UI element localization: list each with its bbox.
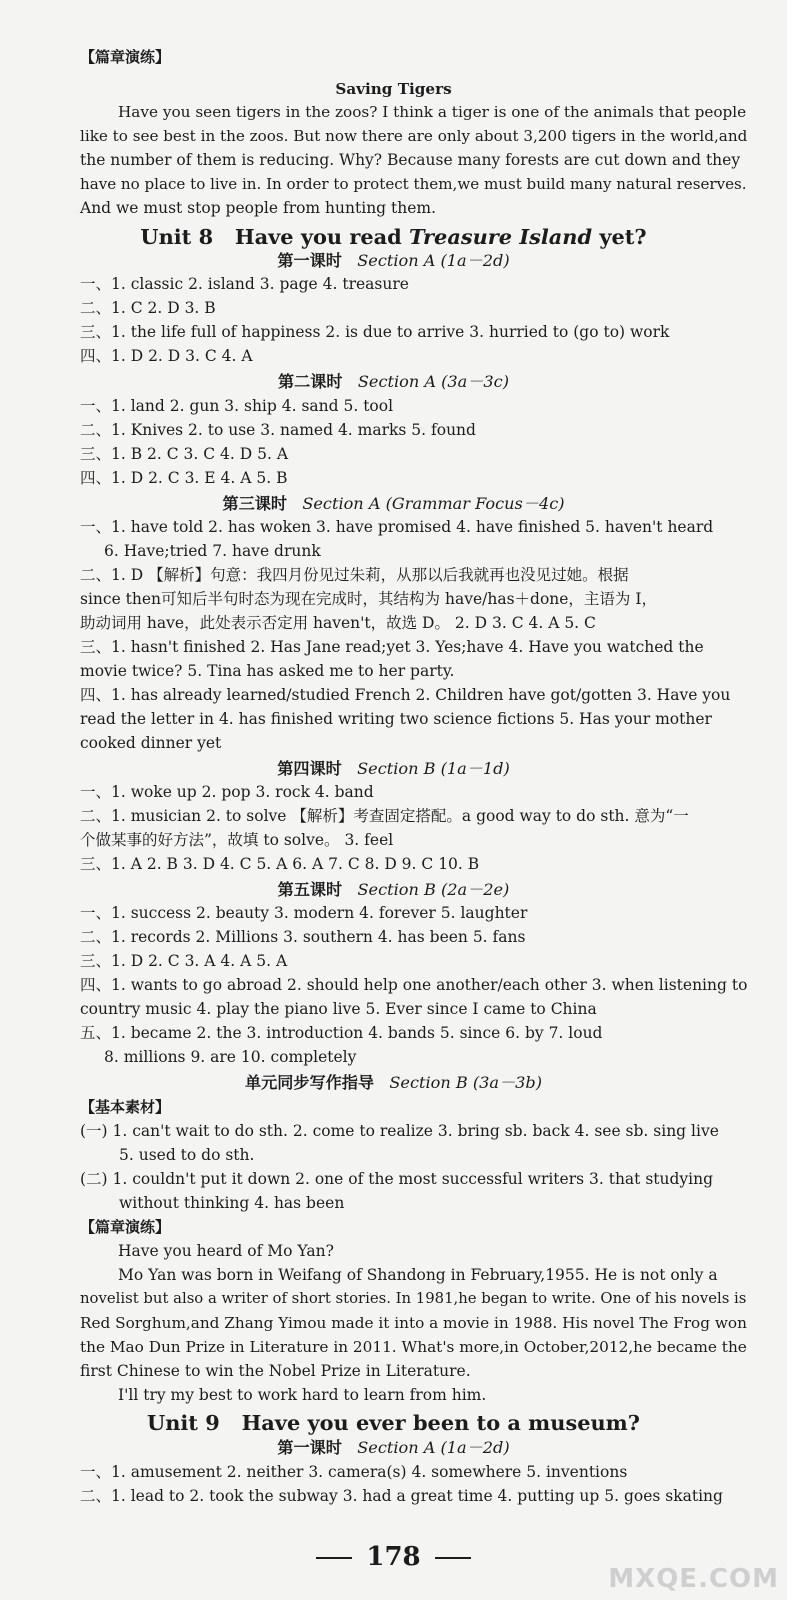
answer-line: read the letter in 4. has finished writing two science fictions 5. Has your mother xyxy=(80,710,712,728)
answer-line: 三、1. A 2. B 3. D 4. C 5. A 6. A 7. C 8. D 9. C 10. B xyxy=(80,855,480,873)
answer-line: 四、1. D 2. D 3. C 4. A xyxy=(80,347,253,365)
answer-line: 三、1. hasn't finished 2. Has Jane read;yet 3. Yes;have 4. Have you watched the xyxy=(80,638,704,656)
essay-line: And we must stop people from hunting them. xyxy=(80,199,437,217)
answer-line: 二、1. D 【解析】句意：我四月份见过朱莉，从那以后我就再也没见过她。根据 xyxy=(80,566,629,584)
essay-line: Red Sorghum,and Zhang Yimou made it into a movie in 1988. His novel The Frog won xyxy=(80,1314,747,1332)
watermark: MXQE.COM xyxy=(608,1564,779,1594)
essay-line: first Chinese to win the Nobel Prize in Literature. xyxy=(80,1362,471,1380)
answer-line: 三、1. the life full of happiness 2. is due to arrive 3. hurried to (go to) work xyxy=(80,323,670,341)
essay-line: like to see best in the zoos. But now there are only about 3,200 tigers in the world,and xyxy=(80,127,748,145)
answer-line: 二、1. records 2. Millions 3. southern 4. has been 5. fans xyxy=(80,928,526,946)
section-label: 【篇章演练】 xyxy=(80,1218,171,1236)
answer-line: (一) 1. can't wait to do sth. 2. come to realize 3. bring sb. back 4. see sb. sing live xyxy=(80,1122,719,1140)
page-number: 178 xyxy=(0,1542,787,1572)
essay-line: novelist but also a writer of short stories. In 1981,he began to write. One of his novels is xyxy=(80,1290,747,1307)
essay-line: I'll try my best to work hard to learn from him. xyxy=(118,1386,487,1404)
answer-line: 一、1. woke up 2. pop 3. rock 4. band xyxy=(80,783,374,801)
answer-line: 一、1. have told 2. has woken 3. have promised 4. have finished 5. haven't heard xyxy=(80,518,714,536)
essay-line: Mo Yan was born in Weifang of Shandong in February,1955. He is not only a xyxy=(118,1266,718,1284)
answer-line: 二、1. lead to 2. took the subway 3. had a great time 4. putting up 5. goes skating xyxy=(80,1487,723,1505)
answer-line: 6. Have;tried 7. have drunk xyxy=(104,542,321,560)
essay-line: the Mao Dun Prize in Literature in 2011. What's more,in October,2012,he became the xyxy=(80,1338,747,1356)
lesson-heading: 单元同步写作指导 Section B (3a－3b) xyxy=(244,1073,542,1092)
section-label: 【基本素材】 xyxy=(80,1098,171,1116)
answer-line: since then可知后半句时态为现在完成时，其结构为 have/has＋done，主语为 I， xyxy=(80,590,657,608)
answer-line: 四、1. wants to go abroad 2. should help one another/each other 3. when listening to xyxy=(80,976,748,994)
lesson-heading: 第一课时 Section A (1a－2d) xyxy=(277,1438,510,1457)
answer-line: 一、1. success 2. beauty 3. modern 4. forever 5. laughter xyxy=(80,904,528,922)
answer-line: cooked dinner yet xyxy=(80,734,222,752)
lesson-heading: 第五课时 Section B (2a－2e) xyxy=(277,880,510,899)
answer-line: 一、1. amusement 2. neither 3. camera(s) 4. somewhere 5. inventions xyxy=(80,1463,628,1481)
essay-line: Have you heard of Mo Yan? xyxy=(118,1242,334,1260)
unit-title: Unit 9 Have you ever been to a museum? xyxy=(147,1410,640,1435)
lesson-heading: 第四课时 Section B (1a－1d) xyxy=(277,759,510,778)
answer-line: 二、1. musician 2. to solve 【解析】考查固定搭配。a good way to do sth. 意为“一 xyxy=(80,807,689,825)
answer-line: 三、1. B 2. C 3. C 4. D 5. A xyxy=(80,445,289,463)
lesson-heading: 第二课时 Section A (3a－3c) xyxy=(277,372,509,391)
answer-line: 一、1. classic 2. island 3. page 4. treasure xyxy=(80,275,409,293)
answer-line: without thinking 4. has been xyxy=(119,1194,345,1212)
answer-line: 四、1. has already learned/studied French 2. Children have got/gotten 3. Have you xyxy=(80,686,731,704)
answer-line: movie twice? 5. Tina has asked me to her party. xyxy=(80,662,455,680)
essay-line: the number of them is reducing. Why? Because many forests are cut down and they xyxy=(80,151,741,169)
answer-line: 个做某事的好方法”，故填 to solve。 3. feel xyxy=(80,831,394,849)
answer-line: 四、1. D 2. C 3. E 4. A 5. B xyxy=(80,469,288,487)
answer-line: 二、1. C 2. D 3. B xyxy=(80,299,216,317)
answer-line: 五、1. became 2. the 3. introduction 4. bands 5. since 6. by 7. loud xyxy=(80,1024,603,1042)
essay-line: have no place to live in. In order to protect them,we must build many natural reserves. xyxy=(80,175,747,193)
answer-line: country music 4. play the piano live 5. Ever since I came to China xyxy=(80,1000,597,1018)
answer-line: 一、1. land 2. gun 3. ship 4. sand 5. tool xyxy=(80,397,394,415)
section-label: 【篇章演练】 xyxy=(80,48,171,66)
answer-line: 助动词用 have，此处表示否定用 haven't，故选 D。 2. D 3. C 4. A 5. C xyxy=(80,614,596,632)
unit-title: Unit 8 Have you read Treasure Island yet? xyxy=(140,224,647,249)
lesson-heading: 第三课时 Section A (Grammar Focus－4c) xyxy=(222,494,565,513)
answer-line: 三、1. D 2. C 3. A 4. A 5. A xyxy=(80,952,288,970)
answer-line: (二) 1. couldn't put it down 2. one of the most successful writers 3. that studying xyxy=(80,1170,714,1188)
lesson-heading: 第一课时 Section A (1a－2d) xyxy=(277,251,510,270)
answer-line: 5. used to do sth. xyxy=(119,1146,255,1164)
essay-title: Saving Tigers xyxy=(335,80,452,98)
essay-line: Have you seen tigers in the zoos? I think a tiger is one of the animals that people xyxy=(118,103,747,121)
answer-line: 8. millions 9. are 10. completely xyxy=(104,1048,357,1066)
answer-line: 二、1. Knives 2. to use 3. named 4. marks 5. found xyxy=(80,421,476,439)
